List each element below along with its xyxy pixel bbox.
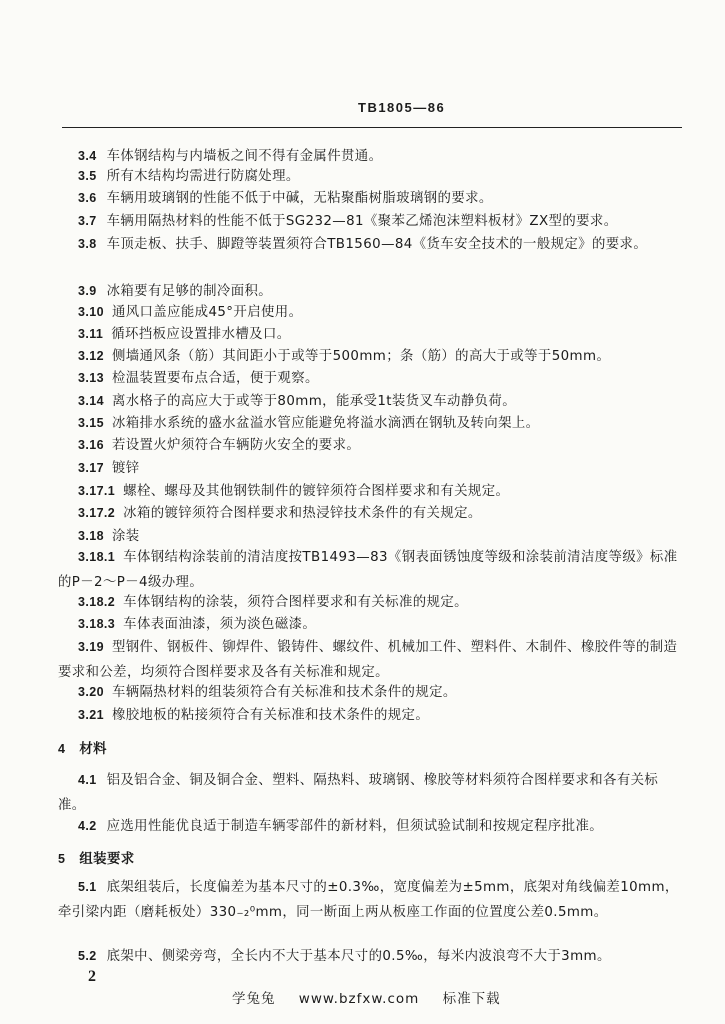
footer-site-name: 学兔兔	[232, 991, 276, 1007]
clause-3-18-1: 3.18.1 车体钢结构涂装前的清洁度按TB1493—83《钢表面锈蚀度等级和涂装前清洁度等级》标准的P－2～P－4级办理。	[58, 550, 678, 590]
clause-3-18-3: 3.18.3 车体表面油漆，须为淡色磁漆。	[78, 617, 317, 632]
clause-3-13: 3.13 检温装置要布点合适，便于观察。	[78, 371, 319, 386]
header-rule	[62, 127, 682, 128]
clause-4-2: 4.2 应选用性能优良适于制造车辆零部件的新材料，但须试验试制和按规定程序批准。	[78, 819, 604, 834]
footer-slogan: 标准下载	[442, 991, 501, 1007]
clause-3-17: 3.17 镀锌	[78, 461, 140, 476]
clause-3-19: 3.19 型钢件、钢板件、铆焊件、锻铸件、螺纹件、机械加工件、塑料件、木制件、橡胶件等的制造要求和公差，均须符合图样要求及各有关标准和规定。	[58, 640, 678, 680]
standard-code: TB1805—86	[358, 100, 446, 115]
section-5-heading: 5 组装要求	[58, 852, 135, 867]
footer-watermark	[232, 987, 519, 1007]
clause-3-17-1: 3.17.1 螺栓、螺母及其他钢铁制件的镀锌须符合图样要求和有关规定。	[78, 484, 510, 499]
clause-3-14: 3.14 离水格子的高应大于或等于80mm，能承受1t装货叉车动静负荷。	[78, 394, 516, 409]
clause-3-21: 3.21 橡胶地板的粘接须符合有关标准和技术条件的规定。	[78, 708, 430, 723]
clause-3-16: 3.16 若设置火炉须符合车辆防火安全的要求。	[78, 438, 361, 453]
clause-3-8: 3.8 车顶走板、扶手、脚蹬等装置须符合TB1560—84《货车安全技术的一般规定》的要求。	[78, 237, 648, 252]
clause-3-9: 3.9 冰箱要有足够的制冷面积。	[78, 284, 273, 299]
clause-3-5: 3.5 所有木结构均需进行防腐处理。	[78, 169, 300, 184]
clause-3-12: 3.12 侧墙通风条（筋）其间距小于或等于500mm；条（筋）的高大于或等于50mm。	[78, 349, 611, 364]
clause-3-11: 3.11 循环挡板应设置排水槽及口。	[78, 327, 291, 342]
clause-3-4: 3.4 车体钢结构与内墙板之间不得有金属件贯通。	[78, 149, 383, 164]
section-4-heading: 4 材料	[58, 742, 107, 757]
clause-5-1: 5.1 底架组装后，长度偏差为基本尺寸的±0.3‰，宽度偏差为±5mm，底架对角线偏差10mm，牵引梁内距（磨耗板处）330₋₂⁰mm，同一断面上两从板座工作面的位置度公差0.5mm。	[58, 880, 679, 920]
clause-3-18-2: 3.18.2 车体钢结构的涂装，须符合图样要求和有关标准的规定。	[78, 595, 468, 610]
clause-3-20: 3.20 车辆隔热材料的组装须符合有关标准和技术条件的规定。	[78, 685, 457, 700]
clause-3-10: 3.10 通风口盖应能成45°开启使用。	[78, 305, 303, 320]
clause-4-1: 4.1 铝及铝合金、铜及铜合金、塑料、隔热料、玻璃钢、橡胶等材料须符合图样要求和各有关标准。	[58, 773, 659, 813]
clause-3-6: 3.6 车辆用玻璃钢的性能不低于中碱，无粘聚酯树脂玻璃钢的要求。	[78, 191, 493, 206]
clause-3-7: 3.7 车辆用隔热材料的性能不低于SG232—81《聚苯乙烯泡沫塑料板材》ZX型的要求。	[78, 214, 618, 229]
page-number: 2	[88, 968, 96, 985]
clause-3-18: 3.18 涂装	[78, 529, 140, 544]
clause-3-17-2: 3.17.2 冰箱的镀锌须符合图样要求和热浸锌技术条件的有关规定。	[78, 506, 482, 521]
clause-3-15: 3.15 冰箱排水系统的盛水盆溢水管应能避免将溢水滴洒在钢轨及转向架上。	[78, 416, 540, 431]
clause-5-2: 5.2 底架中、侧梁旁弯，全长内不大于基本尺寸的0.5‰，每米内波浪弯不大于3mm。	[78, 949, 611, 964]
footer-url-link[interactable]: www.bzfxw.com	[298, 991, 420, 1007]
